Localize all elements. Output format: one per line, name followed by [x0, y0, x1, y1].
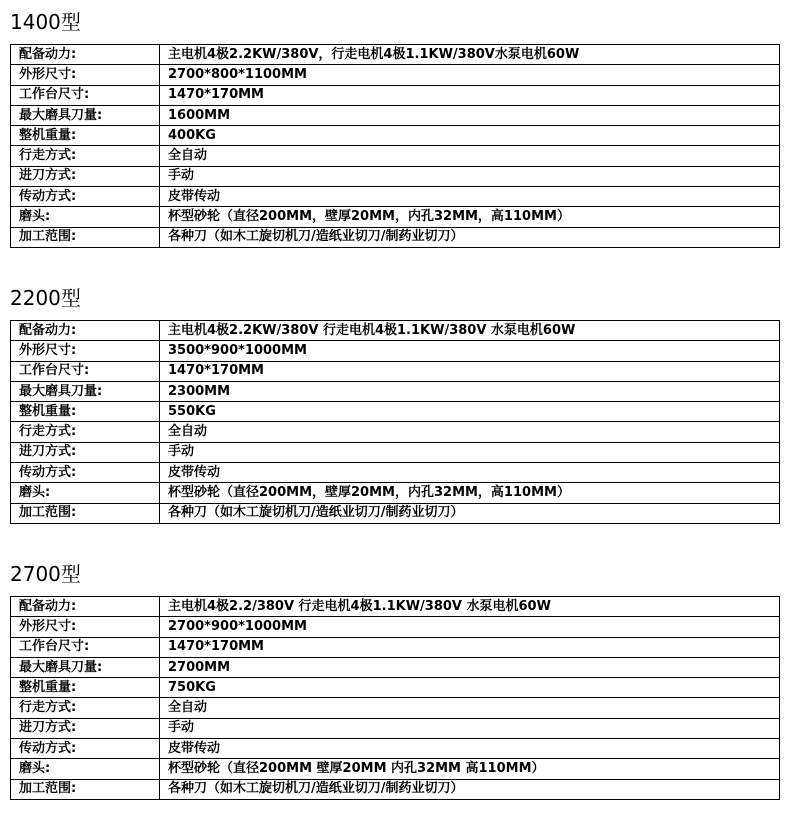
table-row — [11, 146, 780, 166]
row-value: 杯型砂轮（直径200MM，壁厚20MM，内孔32MM，高110MM） — [160, 207, 780, 227]
row-label: 最大磨具刀量: — [11, 381, 160, 401]
row-value: 主电机4极2.2KW/380V，行走电机4极1.1KW/380V水泵电机60W — [160, 45, 780, 65]
row-label: 加工范围: — [11, 779, 160, 799]
row-value: 2700*900*1000MM — [160, 617, 780, 637]
row-value: 主电机4极2.2KW/380V 行走电机4极1.1KW/380V 水泵电机60W — [160, 321, 780, 341]
row-label: 整机重量: — [11, 678, 160, 698]
table-row — [11, 341, 780, 361]
row-value: 皮带传动 — [160, 463, 780, 483]
row-label: 行走方式: — [11, 146, 160, 166]
row-label: 外形尺寸: — [11, 341, 160, 361]
row-value: 各种刀（如木工旋切机刀/造纸业切刀/制药业切刀） — [160, 779, 780, 799]
spec-section-1400 — [10, 10, 780, 248]
row-value: 550KG — [160, 402, 780, 422]
table-row — [11, 483, 780, 503]
table-row — [11, 657, 780, 677]
row-value: 400KG — [160, 126, 780, 146]
row-label: 传动方式: — [11, 463, 160, 483]
table-row — [11, 402, 780, 422]
section-title: 2700型 — [10, 562, 81, 586]
row-label: 磨头: — [11, 759, 160, 779]
table-row — [11, 321, 780, 341]
spec-section-2700 — [10, 562, 780, 800]
table-row — [11, 227, 780, 247]
row-value: 2700MM — [160, 657, 780, 677]
row-value: 各种刀（如木工旋切机刀/造纸业切刀/制药业切刀） — [160, 503, 780, 523]
row-label: 磨头: — [11, 483, 160, 503]
row-value: 各种刀（如木工旋切机刀/造纸业切刀/制药业切刀） — [160, 227, 780, 247]
row-label: 磨头: — [11, 207, 160, 227]
section-title: 2200型 — [10, 286, 81, 310]
table-row — [11, 442, 780, 462]
row-label: 配备动力: — [11, 45, 160, 65]
row-value: 杯型砂轮（直径200MM，壁厚20MM，内孔32MM，高110MM） — [160, 483, 780, 503]
table-row — [11, 759, 780, 779]
spec-table — [10, 320, 780, 524]
row-value: 手动 — [160, 442, 780, 462]
row-label: 外形尺寸: — [11, 65, 160, 85]
row-label: 传动方式: — [11, 739, 160, 759]
spec-table — [10, 44, 780, 248]
table-row — [11, 85, 780, 105]
row-value: 全自动 — [160, 146, 780, 166]
row-value: 皮带传动 — [160, 739, 780, 759]
row-value: 1470*170MM — [160, 85, 780, 105]
row-value: 1470*170MM — [160, 637, 780, 657]
table-row — [11, 422, 780, 442]
row-value: 手动 — [160, 718, 780, 738]
table-row — [11, 637, 780, 657]
table-row — [11, 698, 780, 718]
table-row — [11, 381, 780, 401]
row-value: 750KG — [160, 678, 780, 698]
row-value: 杯型砂轮（直径200MM 壁厚20MM 内孔32MM 高110MM） — [160, 759, 780, 779]
row-label: 进刀方式: — [11, 166, 160, 186]
row-label: 配备动力: — [11, 321, 160, 341]
row-value: 1600MM — [160, 105, 780, 125]
row-value: 2700*800*1100MM — [160, 65, 780, 85]
table-row — [11, 105, 780, 125]
row-value: 1470*170MM — [160, 361, 780, 381]
spec-section-2200 — [10, 286, 780, 524]
row-label: 整机重量: — [11, 402, 160, 422]
row-label: 传动方式: — [11, 187, 160, 207]
row-label: 整机重量: — [11, 126, 160, 146]
table-row — [11, 166, 780, 186]
table-row — [11, 718, 780, 738]
table-row — [11, 126, 780, 146]
row-value: 皮带传动 — [160, 187, 780, 207]
row-label: 工作台尺寸: — [11, 361, 160, 381]
table-row — [11, 617, 780, 637]
row-label: 工作台尺寸: — [11, 637, 160, 657]
table-row — [11, 361, 780, 381]
table-row — [11, 65, 780, 85]
table-row — [11, 779, 780, 799]
row-label: 进刀方式: — [11, 718, 160, 738]
spec-table — [10, 596, 780, 800]
row-value: 全自动 — [160, 422, 780, 442]
table-row — [11, 678, 780, 698]
row-value: 手动 — [160, 166, 780, 186]
row-value: 全自动 — [160, 698, 780, 718]
row-label: 外形尺寸: — [11, 617, 160, 637]
row-label: 行走方式: — [11, 698, 160, 718]
table-row — [11, 45, 780, 65]
row-label: 工作台尺寸: — [11, 85, 160, 105]
table-row — [11, 207, 780, 227]
table-row — [11, 187, 780, 207]
row-label: 行走方式: — [11, 422, 160, 442]
table-row — [11, 503, 780, 523]
row-value: 2300MM — [160, 381, 780, 401]
row-label: 加工范围: — [11, 227, 160, 247]
row-label: 最大磨具刀量: — [11, 657, 160, 677]
row-label: 进刀方式: — [11, 442, 160, 462]
table-row — [11, 739, 780, 759]
table-row — [11, 463, 780, 483]
section-title: 1400型 — [10, 10, 81, 34]
row-label: 最大磨具刀量: — [11, 105, 160, 125]
row-value: 3500*900*1000MM — [160, 341, 780, 361]
row-value: 主电机4极2.2/380V 行走电机4极1.1KW/380V 水泵电机60W — [160, 597, 780, 617]
table-row — [11, 597, 780, 617]
row-label: 配备动力: — [11, 597, 160, 617]
row-label: 加工范围: — [11, 503, 160, 523]
